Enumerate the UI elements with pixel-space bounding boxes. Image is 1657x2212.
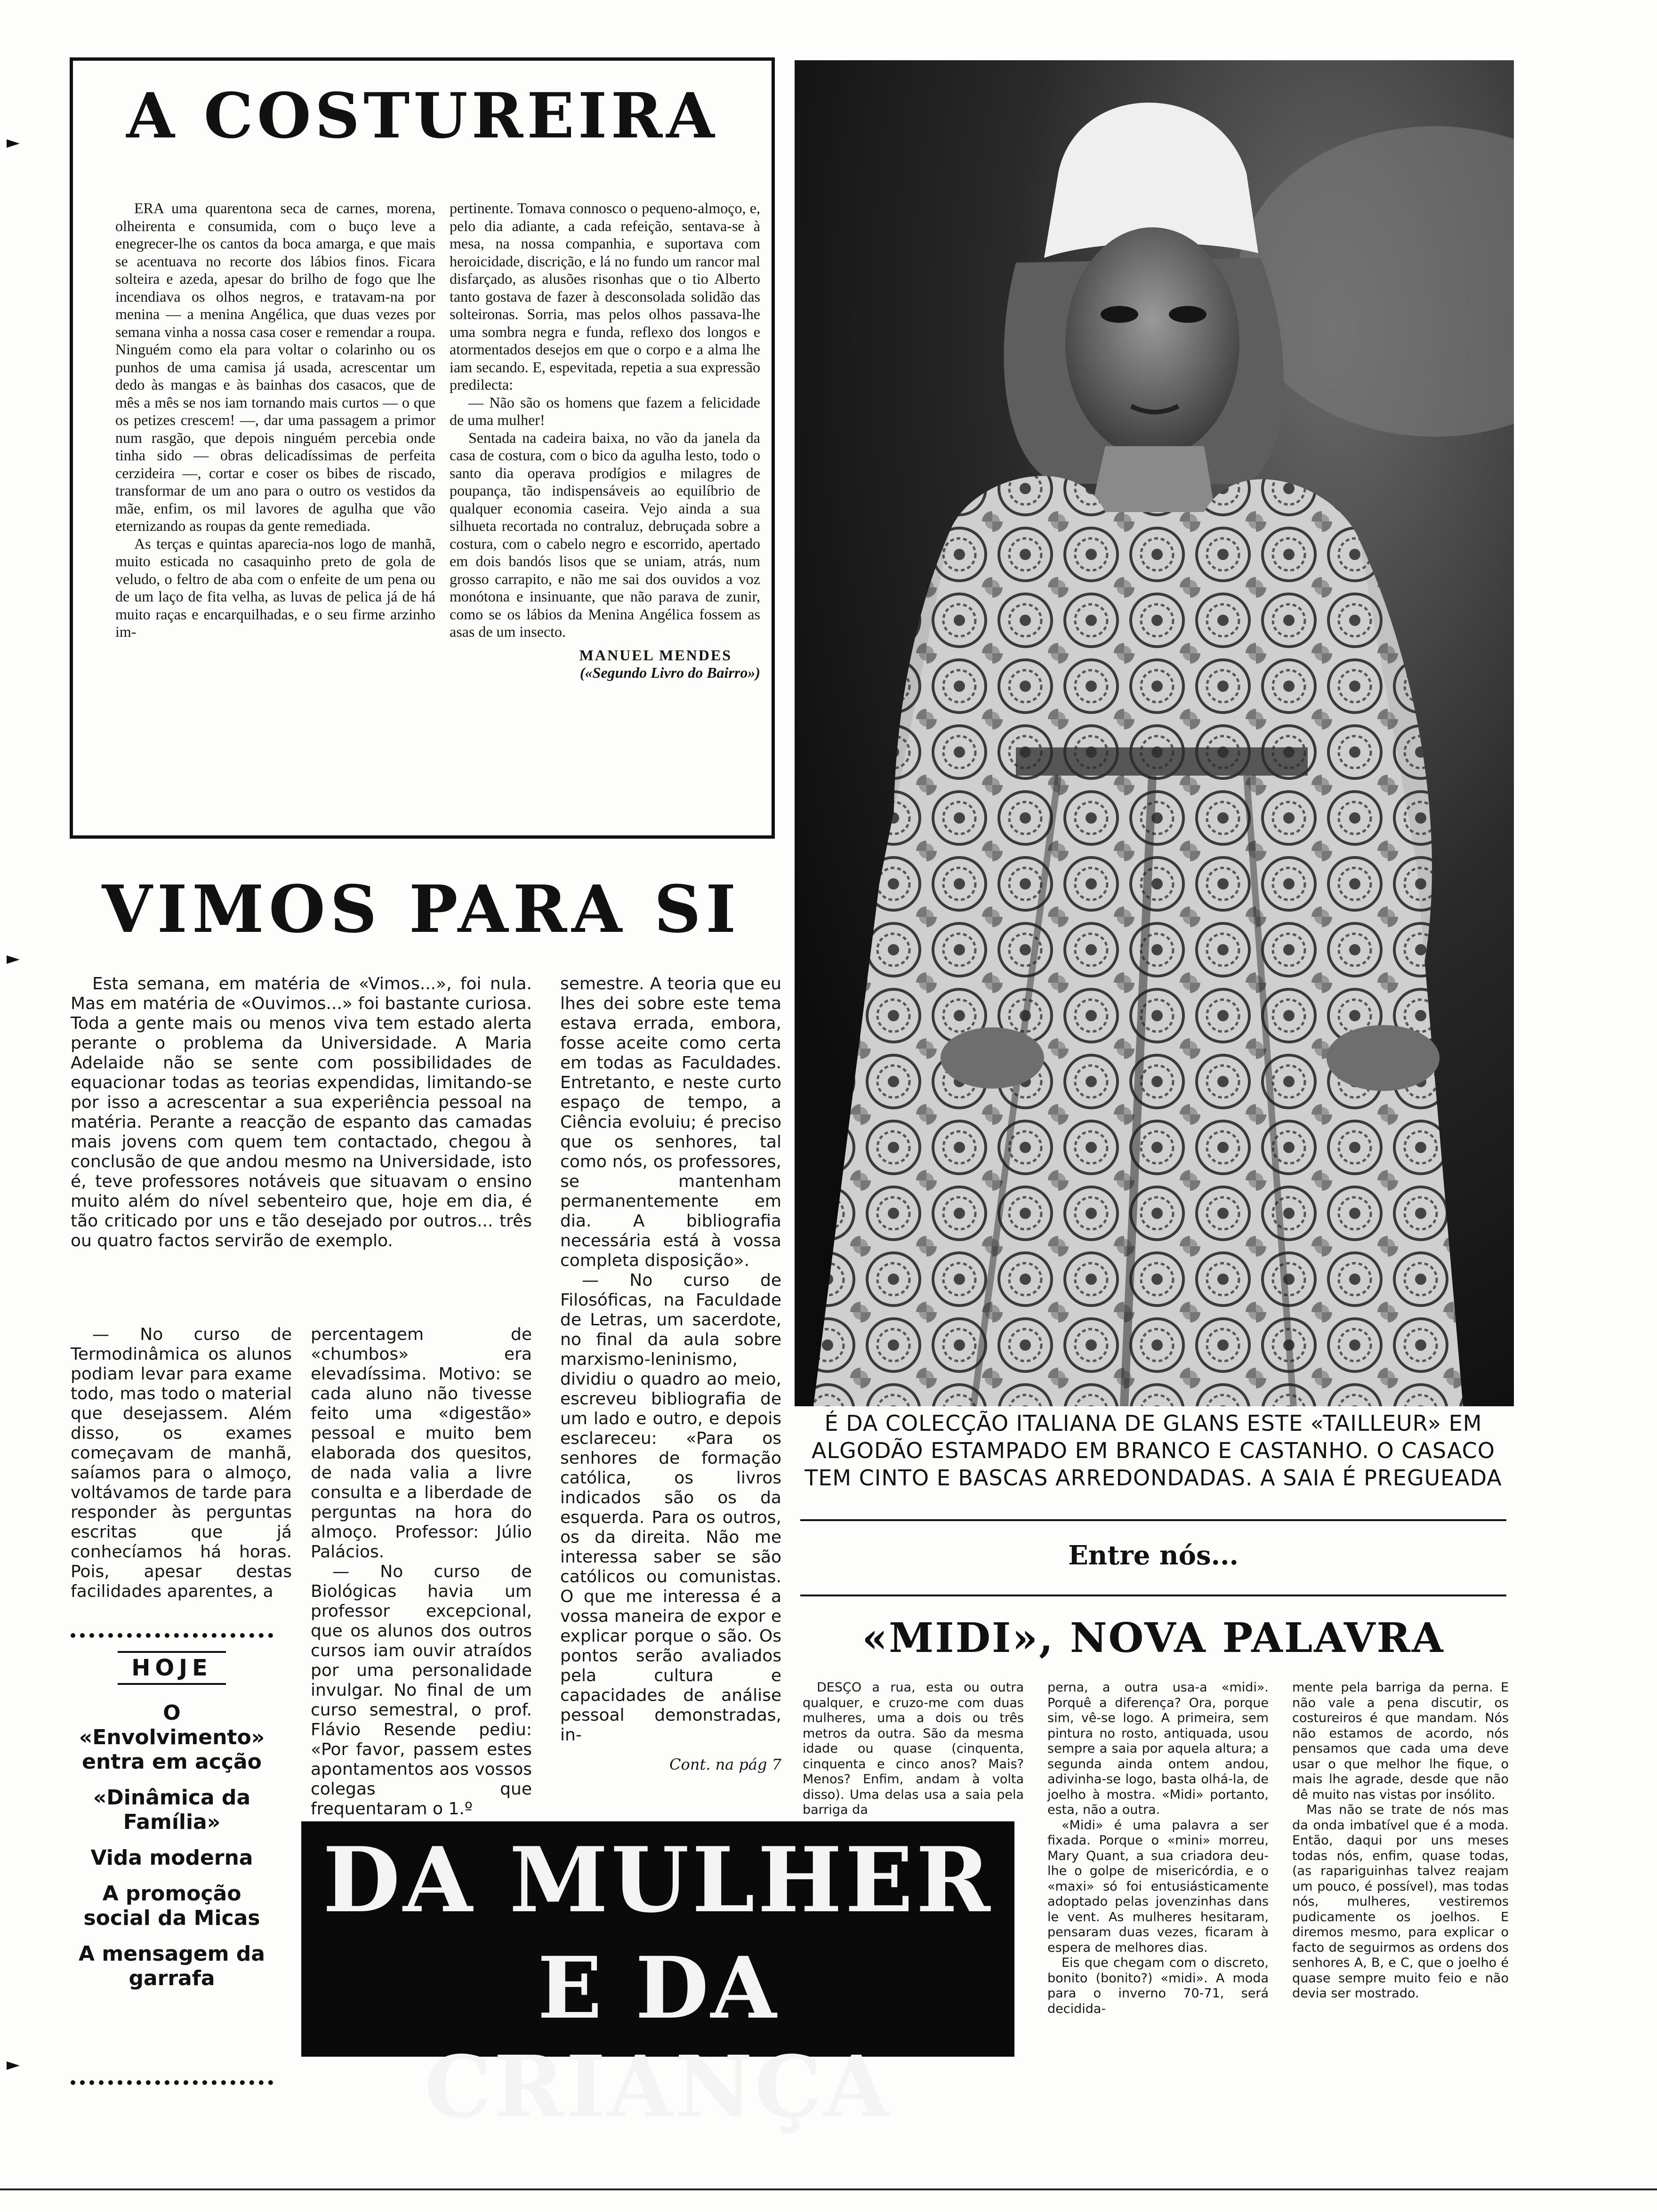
costureira-column-2 bbox=[450, 200, 760, 682]
hoje-item: A promoção social da Micas bbox=[83, 1882, 260, 1930]
fashion-photo bbox=[795, 60, 1514, 1406]
masthead-line-2: E DA CRIANÇA bbox=[424, 1939, 892, 2137]
midi-column-1 bbox=[803, 1680, 1024, 1818]
hoje-item: O «Envolvimento» entra em acção bbox=[79, 1701, 265, 1774]
midi-title: «MIDI», NOVA PALAVRA bbox=[862, 1614, 1445, 1662]
midi-paragraph: Eis que chegam com o discreto, bonito (bonito?) «midi». A moda para o inverno 70-71, será decidida- bbox=[1047, 1956, 1269, 2016]
hoje-box bbox=[71, 1633, 273, 2085]
midi-paragraph: «Midi» é uma palavra a ser fixada. Porque o «mini» morreu, Mary Quant, a sua criadora deu-lhe o golpe de misericórdia, e o «maxi» só foi entusiásticamente adoptado pelas jovenzinhas dans le vent. As mulheres hesitaram, pensaram duas vezes, ficaram à espera de melhores dias. bbox=[1047, 1818, 1269, 1955]
fashion-photo-illustration bbox=[795, 60, 1514, 1406]
margin-marker bbox=[7, 2061, 20, 2070]
costureira-quote: — Não são os homens que fazem a felicidade de uma mulher! bbox=[450, 393, 760, 428]
vimos-paragraph: — No curso de Termodinâmica os alunos podiam levar para exame todo, mas todo o material que desejassem. Além disso, os exames começavam de manhã, saíamos para o almoço, voltávamos de tarde para responder às perguntas escritas que já conhecíamos há horas. Pois, apesar destas facilidades aparentes, a bbox=[71, 1325, 292, 1601]
hoje-title: HOJE bbox=[118, 1651, 226, 1685]
midi-paragraph: DESÇO a rua, esta ou outra qualquer, e cruzo-me com duas mulheres, uma a dois ou três metros da outra. São da mesma idade ou quase (cinquenta, cinquenta e cinco anos? Mais? Menos? Enfim, andam à volta disso). Uma delas usa a saia pela barriga da bbox=[803, 1680, 1024, 1817]
hoje-item: A mensagem da garrafa bbox=[79, 1942, 265, 1990]
masthead bbox=[301, 1821, 1014, 2137]
hoje-item: Vida moderna bbox=[90, 1846, 253, 1870]
vimos-paragraph: — No curso de Filosóficas, na Faculdade de Letras, um sacerdote, no final da aula sobre marxismo-leninismo, dividiu o quadro ao meio, escreveu bibliografia de um lado e outro, e depois esclareceu: «Para os senhores de formação católica, os livros indicados são os da esquerda. Para os outros, os da direita. Não me interessa saber se são católicos ou comunistas. O que me interessa é a vossa maneira de expor e explicar porque o são. Os pontos serão avaliados pela cultura e capacidades de análise pessoal demonstradas, in- bbox=[560, 1271, 781, 1745]
vimos-paragraph: percentagem de «chumbos» era elevadíssima. Motivo: se cada aluno não tivesse feito uma «digestão» pessoal e muito bem elaborada dos quesitos, de nada valia a livre consulta e a liberdade de perguntas na hora do almoço. Professor: Júlio Palácios. bbox=[311, 1325, 532, 1562]
section-divider bbox=[800, 1595, 1506, 1596]
midi-column-2 bbox=[1047, 1680, 1269, 2017]
hoje-item: «Dinâmica da Família» bbox=[93, 1786, 251, 1834]
costureira-box bbox=[70, 57, 775, 839]
midi-paragraph: Mas não se trate de nós mas da onda imbatível que é a moda. Então, daqui por uns meses todas nós, enfim, quase todas, (as rapariguinhas talvez reajam um pouco, é possível), mas todas nós, mulheres, vestiremos pudicamente os joelhos. E diremos mesmo, para explicar o facto de seguirmos as ordens dos senhores A, B, e C, que o joelho é quase sempre muito feio e não devia ser mostrado. bbox=[1292, 1803, 1509, 2001]
vimos-intro bbox=[71, 974, 532, 1251]
entre-nos-heading: Entre nós... bbox=[1068, 1540, 1239, 1571]
margin-marker bbox=[7, 139, 20, 148]
costureira-title: A COSTUREIRA bbox=[126, 80, 718, 152]
costureira-paragraph: ERA uma quarentona seca de carnes, morena, olheirenta e consumida, com o buço leve a enegrecer-lhe os cantos da boca amarga, e que mais se acentuava no recorte dos lábios finos. Ficara solteira e azeda, apesar do brilho de fogo que lhe incendiava os olhos negros, e tratavam-na por menina — a menina Angélica, que duas vezes por semana vinha a nossa casa coser e remendar a roupa. Ninguém como ela para voltar o colarinho ou os punhos de uma camisa já usada, acrescentar um dedo às mangas e às bainhas dos casacos, que de mês a mês se nos iam tornando mais curtos — o que os petizes crescem! —, dar uma passagem a primor num rasgão, que depois ninguém percebia onde tinha sido — obras delicadíssimas de perfeita cerzideira —, cortar e coser os bibes de riscado, transformar de um ano para o outro os vestidos da mãe, enfim, os mil lavores de agulha que vão eternizando as roupas da gente remediada. bbox=[115, 200, 435, 534]
costureira-paragraph: pertinente. Tomava connosco o pequeno-almoço, e, pelo dia adiante, a cada refeição, sentava-se à mesa, na nossa companhia, e suportava com heroicidade, discrição, e lá no fundo um rancor mal disfarçado, as alusões risonhas que o tio Alberto tanto gostava de fazer à desconsolada solidão das solteironas. Sorria, mas pelos olhos passava-lhe uma sombra negra e funda, reflexo dos longos e atormentados desejos em que o corpo e a alma lhe iam secando. E, espevitada, repetia a sua expressão predilecta: bbox=[450, 200, 760, 393]
vimos-paragraph: Esta semana, em matéria de «Vimos...», foi nula. Mas em matéria de «Ouvimos...» foi bastante curiosa. Toda a gente mais ou menos viva tem estado alerta perante o problema da Universidade. A Maria Adelaide não se sente com possibilidades de equacionar todas as teorias expendidas, limitando-se por isso a acrescentar a sua experiência pessoal na matéria. Perante a reacção de espanto das camadas mais jovens com quem tem contactado, chegou à conclusão de que andou mesmo na Universidade, isto é, teve professores notáveis que situavam o ensino muito além do nível sebenteiro que, hoje em dia, é tão criticado por uns e tão desejado por outros... três ou quatro factos servirão de exemplo. bbox=[71, 974, 532, 1250]
costureira-paragraph: As terças e quintas aparecia-nos logo de manhã, muito esticada no casaquinho preto de gola de veludo, o feltro de aba com o enfeite de um pena ou de um laço de fita velha, as luvas de pelica já de há muito raças e encarquilhadas, e o seu firme arzinho im- bbox=[115, 535, 435, 640]
vimos-paragraph: semestre. A teoria que eu lhes dei sobre este tema estava errada, embora, fosse aceite como certa em todas as Faculdades. Entretanto, e neste curto espaço de tempo, a Ciência evoluiu; é preciso que os senhores, tal como nós, os professores, se mantenham permanentemente em dia. A bibliografia necessária está à vossa completa disposição». bbox=[560, 974, 781, 1270]
midi-column-3 bbox=[1292, 1680, 1509, 2002]
hoje-list bbox=[71, 1701, 273, 1991]
vimos-title: VIMOS PARA SI bbox=[102, 871, 741, 947]
continued-note: Cont. na pág 7 bbox=[669, 1755, 781, 1773]
costureira-author: MANUEL MENDES bbox=[579, 646, 732, 664]
midi-paragraph: perna, a outra usa-a «midi». Porquê a diferença? Ora, porque sim, vê-se logo. A primeira, sem pintura no rosto, antiquada, usou sempre a saia por aquela altura; a segunda ainda ontem andou, adivinha-se logo, basta olhá-la, de joelho à mostra. «Midi» portanto, esta, não a outra. bbox=[1047, 1680, 1269, 1817]
masthead-line-1: DA MULHER bbox=[322, 1827, 993, 1932]
vimos-column-2 bbox=[311, 1325, 532, 1819]
costureira-column-1 bbox=[115, 200, 435, 641]
midi-paragraph: mente pela barriga da perna. E não vale a pena discutir, os costureiros é que mandam. Nós não estamos de acordo, nós pensamos que cada uma deve usar o que melhor lhe fique, o mais lhe agrade, desde que não dê muito nas vistas por insólito. bbox=[1292, 1680, 1509, 1802]
costureira-source: («Segundo Livro do Bairro») bbox=[579, 664, 760, 681]
vimos-column-1 bbox=[71, 1325, 292, 1602]
vimos-paragraph: — No curso de Biológicas havia um professor excepcional, que os alunos dos outros cursos iam ouvir atraídos por uma personalidade invulgar. No final de um curso semestral, o prof. Flávio Resende pediu: «Por favor, passem estes apontamentos aos vossos colegas que frequentaram o 1.º bbox=[311, 1562, 532, 1819]
margin-marker bbox=[7, 955, 20, 964]
vimos-column-3-top bbox=[560, 974, 781, 1774]
page-bottom-rule bbox=[0, 2188, 1657, 2190]
section-divider bbox=[800, 1519, 1506, 1521]
costureira-paragraph: Sentada na cadeira baixa, no vão da janela da casa de costura, com o bico da agulha lesto, todo o santo dia operava prodígios e milagres de poupança, tão indispensáveis ao equilíbrio de qualquer economia caseira. Vejo ainda a sua silhueta recortada no contraluz, debruçada sobre a costura, com o cabelo negro e escorrido, apertado em dois bandós lisos que se uniam, atrás, num grosso carrapito, e não me sai dos ouvidos a voz monótona e insinuante, que não parava de zunir, como se os lábios da Menina Angélica fossem as asas de um insecto. bbox=[450, 429, 760, 640]
photo-caption: É DA COLECÇÃO ITALIANA DE GLANS ESTE «TAILLEUR» EM ALGODÃO ESTAMPADO EM BRANCO E CASTANHO. O CASACO TEM CINTO E BASCAS ARREDONDADAS. A SAIA É PREGUEADA bbox=[804, 1411, 1502, 1491]
